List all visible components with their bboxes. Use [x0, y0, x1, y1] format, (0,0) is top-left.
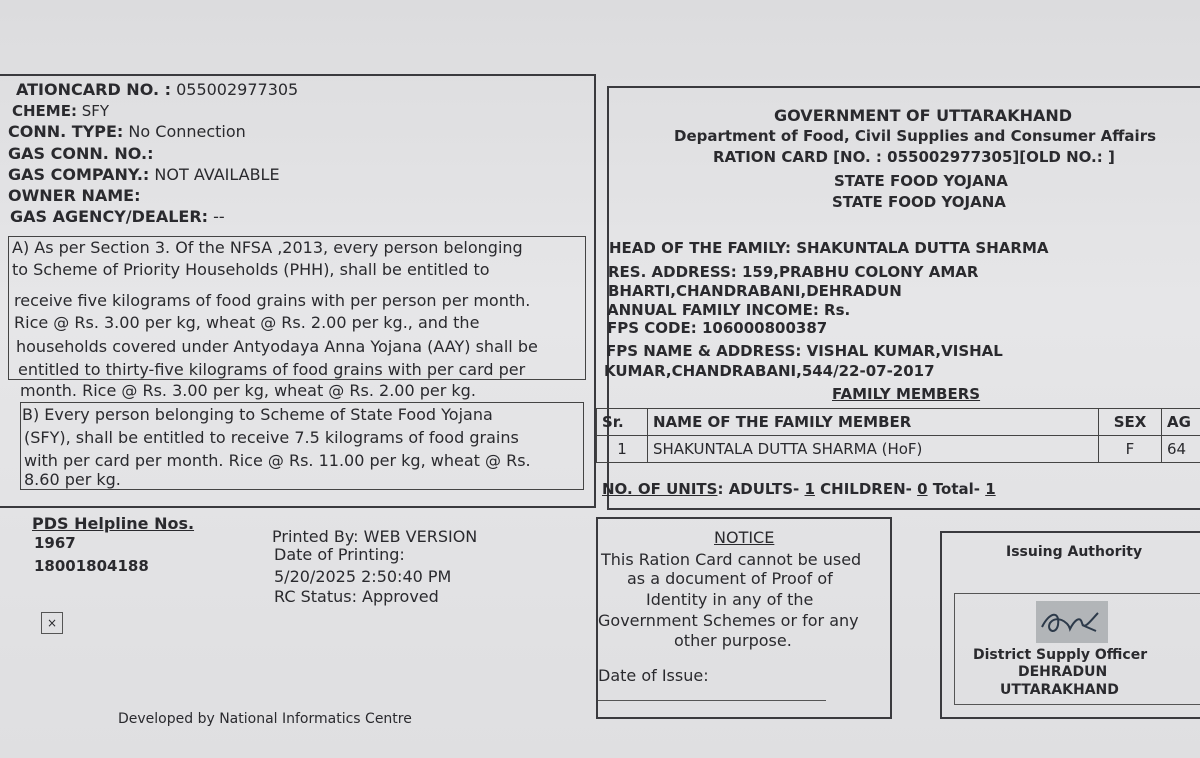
column-header: SEX [1099, 409, 1162, 436]
rc-status: RC Status: Approved [274, 587, 439, 606]
text-line: receive five kilograms of food grains with per person per month. [14, 291, 531, 310]
res-address: RES. ADDRESS: 159,PRABHU COLONY AMAR [608, 263, 979, 281]
text-line: A) As per Section 3. Of the NFSA ,2013, every person belonging [12, 238, 523, 257]
column-header: NAME OF THE FAMILY MEMBER [648, 409, 1099, 436]
family-members-table [596, 408, 1200, 463]
text-line: Government Schemes or for any [598, 611, 859, 630]
gas-conn-no: GAS CONN. NO.: [8, 144, 154, 163]
table-header-row [597, 409, 1200, 436]
officer-state: UTTARAKHAND [1000, 682, 1119, 698]
scheme-title: STATE FOOD YOJANA [834, 172, 1008, 190]
text-line: (SFY), shall be entitled to receive 7.5 kilograms of food grains [24, 428, 519, 447]
rationcard-no: ATIONCARD NO. : 055002977305 [16, 80, 299, 99]
officer-city: DEHRADUN [1018, 664, 1108, 680]
column-header: AG [1162, 409, 1200, 436]
text-line: B) Every person belonging to Scheme of State Food Yojana [22, 405, 493, 424]
table-cell: F [1099, 436, 1162, 463]
table-cell: 64 [1162, 436, 1200, 463]
issuing-authority-title: Issuing Authority [1006, 544, 1143, 560]
footer-credit: Developed by National Informatics Centre [118, 711, 412, 727]
ration-card-number: RATION CARD [NO. : 055002977305][OLD NO.: ] [713, 148, 1115, 166]
date-of-issue: Date of Issue: [598, 666, 709, 685]
table-cell: SHAKUNTALA DUTTA SHARMA (HoF) [648, 436, 1099, 463]
helpline-number: 18001804188 [34, 557, 149, 575]
text-line: This Ration Card cannot be used [601, 550, 862, 569]
table-cell: 1 [597, 436, 648, 463]
text-line: month. Rice @ Rs. 3.00 per kg, wheat @ Rs. 2.00 per kg. [20, 381, 476, 400]
table-row [597, 436, 1200, 463]
column-header: Sr. [597, 409, 648, 436]
res-address: BHARTI,CHANDRABANI,DEHRADUN [608, 282, 902, 300]
family-members-title: FAMILY MEMBERS [832, 385, 981, 403]
signature-image [1036, 601, 1108, 643]
date-of-printing-label: Date of Printing: [274, 545, 405, 564]
fps-name-address: FPS NAME & ADDRESS: VISHAL KUMAR,VISHAL [606, 342, 1003, 360]
text-line: to Scheme of Priority Households (PHH), shall be entitled to [12, 260, 490, 279]
owner-name: OWNER NAME: [8, 186, 141, 205]
officer-title: District Supply Officer [973, 647, 1148, 663]
scheme: CHEME: SFY [12, 102, 110, 120]
text-line: entitled to thirty-five kilograms of food grains with per card per [18, 360, 526, 379]
helpline-number: 1967 [34, 534, 76, 552]
head-of-family: HEAD OF THE FAMILY: SHAKUNTALA DUTTA SHARMA [609, 239, 1049, 257]
text-line: Rice @ Rs. 3.00 per kg, wheat @ Rs. 2.00 per kg., and the [14, 313, 480, 332]
signature-line [598, 700, 826, 701]
conn-type: CONN. TYPE: No Connection [8, 122, 246, 141]
annual-income: ANNUAL FAMILY INCOME: Rs. [607, 301, 851, 319]
notice-title: NOTICE [714, 528, 775, 547]
close-icon[interactable]: × [41, 612, 63, 634]
dept-title: Department of Food, Civil Supplies and Consumer Affairs [674, 127, 1157, 145]
gas-agency: GAS AGENCY/DEALER: -- [10, 207, 225, 226]
units-summary: NO. OF UNITS: ADULTS- 1 CHILDREN- 0 Total- 1 [602, 480, 996, 498]
text-line: other purpose. [674, 631, 792, 650]
gas-company: GAS COMPANY.: NOT AVAILABLE [8, 165, 280, 184]
text-line: Identity in any of the [646, 590, 814, 609]
gov-title: GOVERNMENT OF UTTARAKHAND [774, 106, 1073, 125]
date-of-printing-value: 5/20/2025 2:50:40 PM [274, 567, 452, 586]
text-line: 8.60 per kg. [24, 470, 121, 489]
helpline-title: PDS Helpline Nos. [32, 514, 195, 533]
printed-by: Printed By: WEB VERSION [272, 527, 478, 546]
text-line: as a document of Proof of [627, 569, 833, 588]
fps-name-address: KUMAR,CHANDRABANI,544/22-07-2017 [604, 362, 935, 380]
scheme-title: STATE FOOD YOJANA [832, 193, 1006, 211]
text-line: households covered under Antyodaya Anna Yojana (AAY) shall be [16, 337, 538, 356]
fps-code: FPS CODE: 106000800387 [607, 319, 828, 337]
text-line: with per card per month. Rice @ Rs. 11.00 per kg, wheat @ Rs. [24, 451, 531, 470]
